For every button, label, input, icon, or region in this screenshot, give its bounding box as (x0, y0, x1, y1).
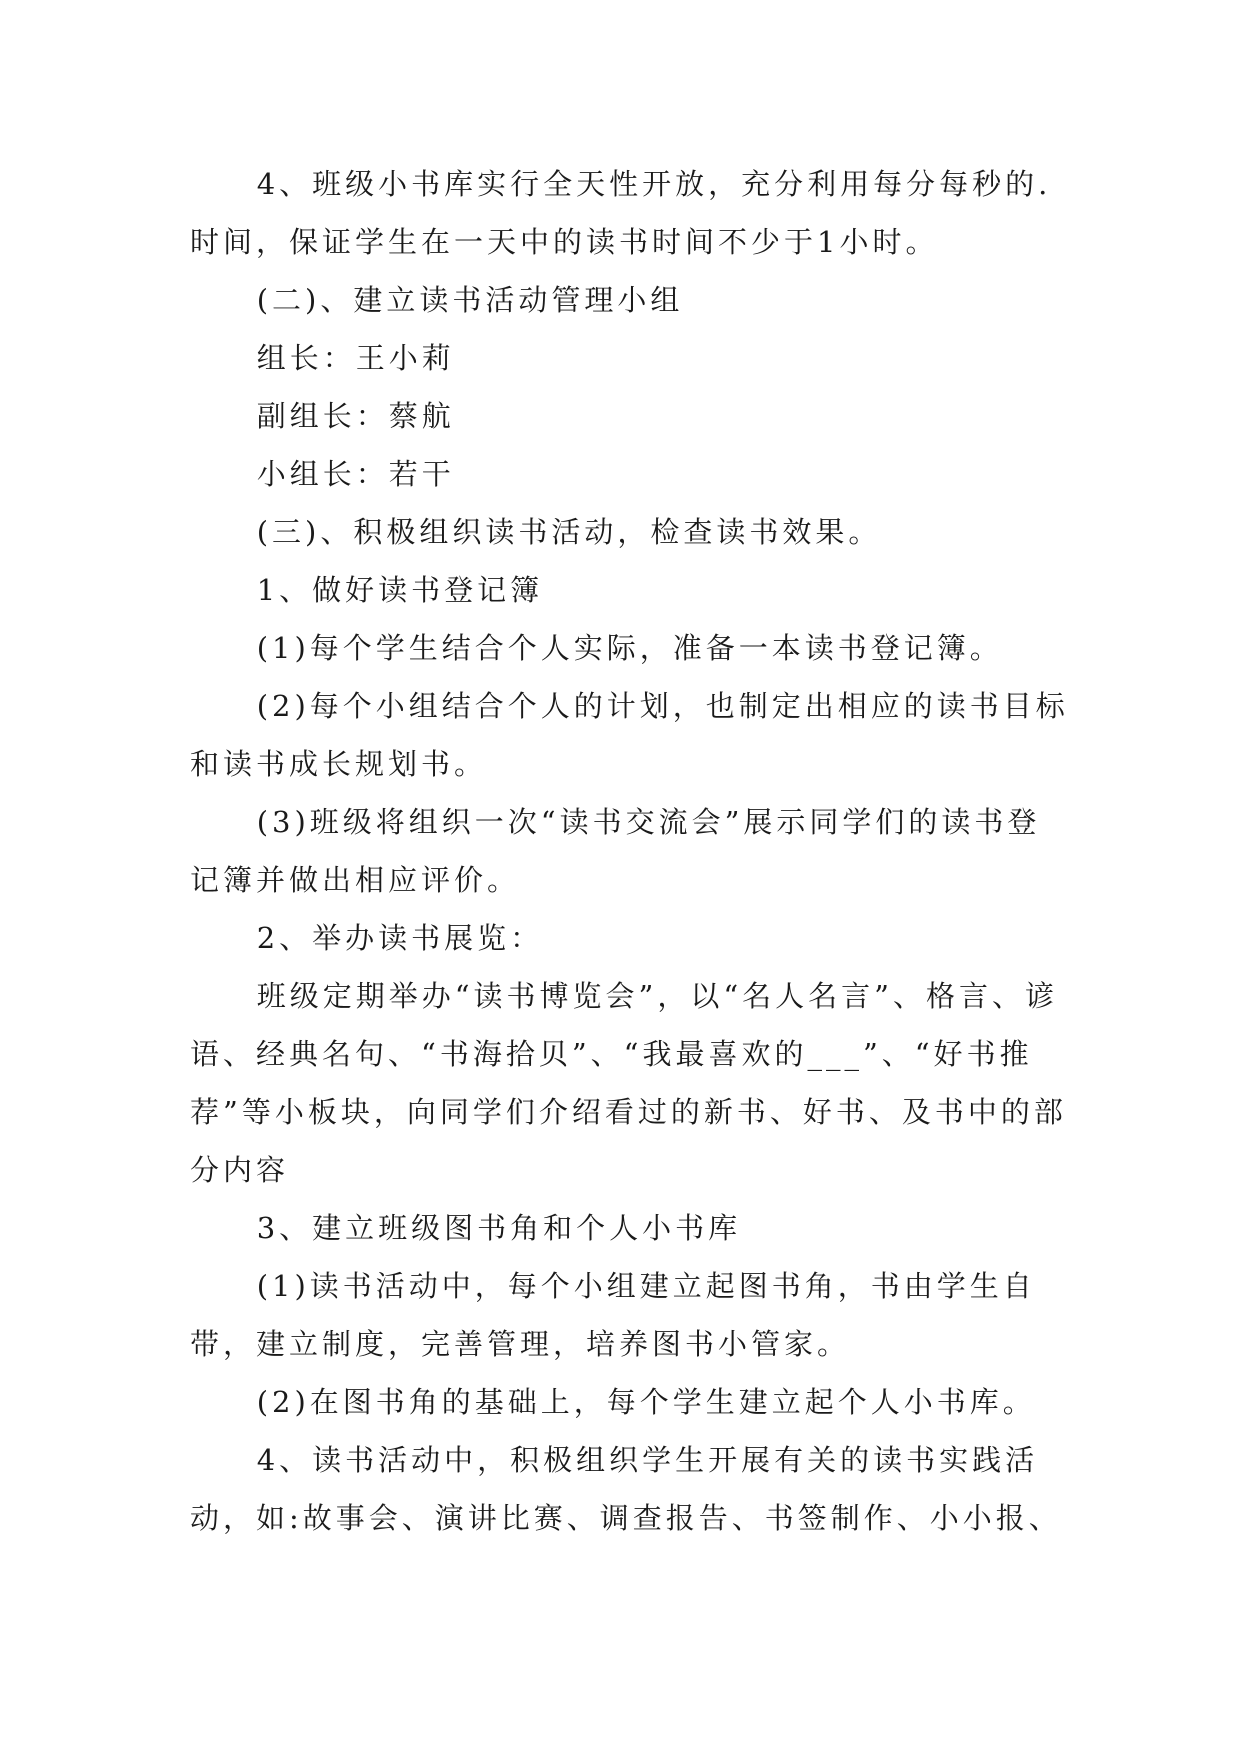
paragraph-register-item-2: (2)每个小组结合个人的计划，也制定出相应的读书目标和读书成长规划书。 (190, 689, 1069, 781)
paragraph-team-leaders: 小组长：若干 (256, 457, 455, 491)
paragraph-practice-activities: 4、读书活动中，积极组织学生开展有关的读书实践活动，如:故事会、演讲比赛、调查报告、书签制作、小小报、 (190, 1443, 1062, 1535)
paragraph-book-corner-item-2: (2)在图书角的基础上，每个学生建立起个人小书库。 (256, 1385, 1036, 1419)
paragraph-deputy-leader: 副组长：蔡航 (256, 399, 455, 433)
heading-organize-activities: (三)、积极组织读书活动，检查读书效果。 (256, 515, 882, 549)
paragraph-exhibition-detail: 班级定期举办“读书博览会”，以“名人名言”、格言、谚语、经典名句、“书海拾贝”、“我最喜欢的___”、“好书推荐”等小板块，向同学们介绍看过的新书、好书、及书中的部分内容 (190, 979, 1067, 1187)
paragraph-book-corner-item-1: (1)读书活动中，每个小组建立起图书角，书由学生自带，建立制度，完善管理，培养图书小管家。 (190, 1269, 1036, 1361)
heading-reading-register: 1、做好读书登记簿 (256, 573, 544, 607)
paragraph-register-item-1: (1)每个学生结合个人实际，准备一本读书登记簿。 (256, 631, 1003, 665)
heading-management-group: (二)、建立读书活动管理小组 (256, 283, 684, 317)
paragraph-group-leader: 组长：王小莉 (256, 341, 455, 375)
heading-book-corner: 3、建立班级图书角和个人小书库 (256, 1211, 742, 1245)
paragraph-register-item-3: (3)班级将组织一次“读书交流会”展示同学们的读书登记簿并做出相应评价。 (190, 805, 1041, 897)
document-body (190, 155, 1070, 1547)
paragraph-open-library: 4、班级小书库实行全天性开放，充分利用每分每秒的.时间，保证学生在一天中的读书时间不少于1小时。 (190, 167, 1052, 259)
heading-reading-exhibition: 2、举办读书展览： (256, 921, 544, 955)
